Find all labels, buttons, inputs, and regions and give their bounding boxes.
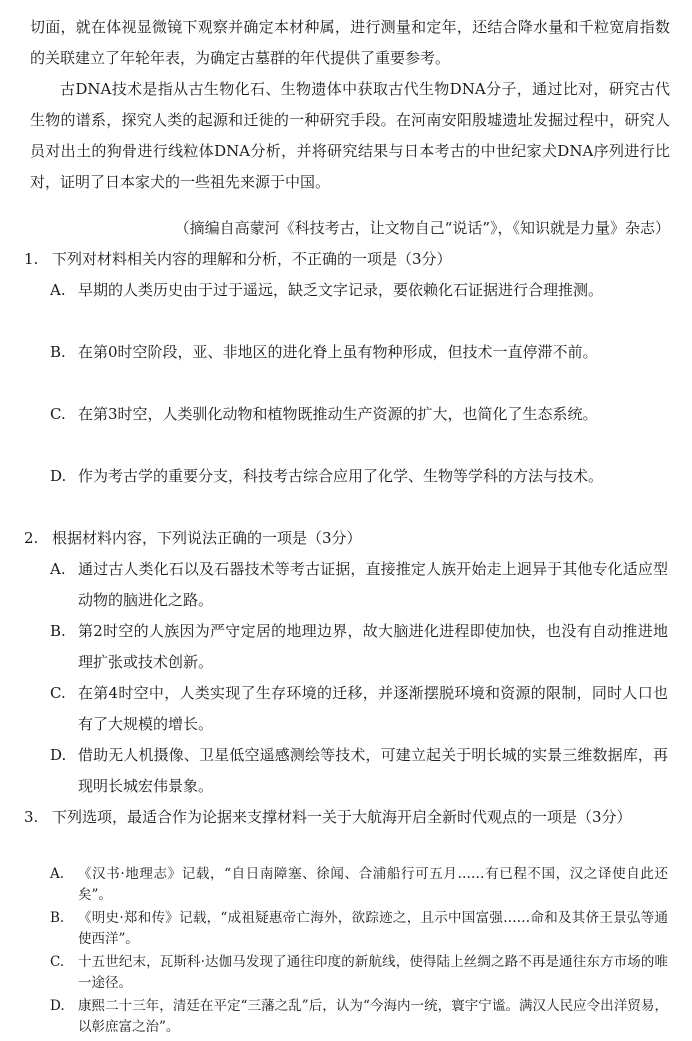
option-text: 通过古人类化石以及石器技术等考古证据，直接推定人族开始走上迥异于其他专化适应型动物的脑进化之路。 xyxy=(78,560,668,609)
option-letter: A. xyxy=(50,560,66,578)
option-letter: D. xyxy=(50,998,65,1014)
question-1-option-d xyxy=(50,461,670,492)
question-1-stem xyxy=(24,244,670,275)
question-1-option-c xyxy=(50,399,670,430)
option-text: 第2时空的人族因为严守定居的地理边界，故大脑进化进程即使加快，也没有自动推进地理扩张或技术创新。 xyxy=(78,622,668,671)
option-text: 早期的人类历史由于过于遥远，缺乏文字记录，要依赖化石证据进行合理推测。 xyxy=(78,281,604,299)
question-2-stem xyxy=(24,523,670,554)
question-1-option-b xyxy=(50,337,670,368)
option-text: 《明史·郑和传》记载，“成祖疑惠帝亡海外，欲踪迹之，且示中国富强……命和及其侪王景弘等通使西洋”。 xyxy=(78,910,668,947)
option-letter: C. xyxy=(50,405,66,423)
question-3-option-a xyxy=(50,864,670,906)
question-text: 下列选项，最适合作为论据来支撑材料一关于大航海开启全新时代观点的一项是（3分） xyxy=(52,808,632,826)
question-3-option-d xyxy=(50,996,670,1038)
option-letter: D. xyxy=(50,746,67,764)
question-text: 根据材料内容，下列说法正确的一项是（3分） xyxy=(52,529,362,547)
passage-paragraph-2: 古DNA技术是指从古生物化石、生物遗体中获取古代生物DNA分子，通过比对，研究古代生物的谱系，探究人类的起源和迁徙的一种研究手段。在河南安阳殷墟遗址发掘过程中，研究人员对出土的狗骨进行线粒体DNA分析，并将研究结果与日本考古的中世纪家犬DNA序列进行比对，证明了日本家犬的一些祖先来源于中国。 xyxy=(30,80,670,191)
question-2-option-a xyxy=(50,554,670,616)
option-letter: C. xyxy=(50,954,65,970)
question-text: 下列对材料相关内容的理解和分析，不正确的一项是（3分） xyxy=(52,250,452,268)
option-letter: B. xyxy=(50,910,65,926)
option-text: 《汉书·地理志》记载，“自日南障塞、徐闻、合浦船行可五月……有已程不国，汉之译使自此还矣”。 xyxy=(78,866,668,903)
option-text: 在第0时空阶段，亚、非地区的进化脊上虽有物种形成，但技术一直停滞不前。 xyxy=(78,343,598,361)
question-2-option-c xyxy=(50,678,670,740)
question-3-option-c xyxy=(50,952,670,994)
option-letter: C. xyxy=(50,684,66,702)
option-text: 在第3时空，人类驯化动物和植物既推动生产资源的扩大，也简化了生态系统。 xyxy=(78,405,598,423)
option-letter: D. xyxy=(50,467,67,485)
option-letter: B. xyxy=(50,343,66,361)
question-2-option-b xyxy=(50,616,670,678)
option-text: 在第4时空中，人类实现了生存环境的迁移，并逐渐摆脱环境和资源的限制，同时人口也有了大规模的增长。 xyxy=(78,684,668,733)
option-text: 借助无人机摄像、卫星低空遥感测绘等技术，可建立起关于明长城的实景三维数据库，再现明长城宏伟景象。 xyxy=(78,746,668,795)
question-number: 2. xyxy=(24,529,39,547)
option-letter: B. xyxy=(50,622,66,640)
option-text: 康熙二十三年，清廷在平定“三藩之乱”后，认为“今海内一统，寰宇宁谧。满汉人民应令出洋贸易，以彰庶富之治”。 xyxy=(78,998,668,1035)
option-letter: A. xyxy=(50,866,65,882)
option-text: 十五世纪末，瓦斯科·达伽马发现了通往印度的新航线，使得陆上丝绸之路不再是通往东方市场的唯一途径。 xyxy=(78,954,668,991)
passage-paragraph-1: 切面，就在体视显微镜下观察并确定本材种属，进行测量和定年，还结合降水量和千粒宽肩指数的关联建立了年轮年表，为确定古墓群的年代提供了重要参考。 xyxy=(30,18,670,67)
question-number: 1. xyxy=(24,250,39,268)
question-3-option-b xyxy=(50,908,670,950)
question-2-option-d xyxy=(50,740,670,802)
passage-source: （摘编自高蒙河《科技考古，让文物自己“说话”》，《知识就是力量》杂志） xyxy=(174,219,670,237)
option-letter: A. xyxy=(50,281,66,299)
option-text: 作为考古学的重要分支，科技考古综合应用了化学、生物等学科的方法与技术。 xyxy=(78,467,604,485)
question-number: 3. xyxy=(24,808,39,826)
question-3-stem xyxy=(24,802,670,833)
question-1-option-a xyxy=(50,275,670,306)
